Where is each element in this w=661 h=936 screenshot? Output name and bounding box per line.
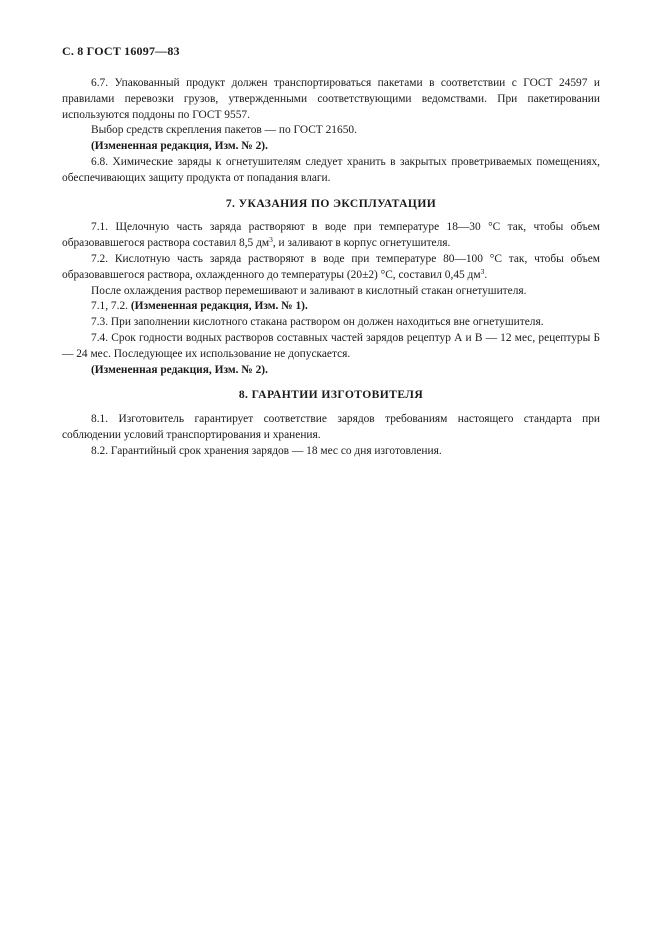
paragraph-8-1: 8.1. Изготовитель гарантирует соответствие зарядов требованиям настоящего стандарта при соблюдении условий транспортирования и хранения. <box>62 413 600 441</box>
section-7-title: 7. УКАЗАНИЯ ПО ЭКСПЛУАТАЦИИ <box>225 196 437 210</box>
paragraph-7-2-cooling: После охлаждения раствор перемешивают и заливают в кислотный стакан огнетушителя. <box>91 284 527 297</box>
page-header: С. 8 ГОСТ 16097—83 <box>62 44 180 58</box>
paragraph-7-1 <box>62 220 600 252</box>
revision-note-7-1-7-2-number: 7.1, 7.2. <box>91 300 131 313</box>
paragraph-7-1-text-b: , и заливают в корпус огнетушителя. <box>272 237 451 250</box>
paragraph-6-7-fastening: Выбор средств скрепления пакетов — по ГОСТ 21650. <box>91 124 357 137</box>
revision-note-7-4: (Измененная редакция, Изм. № 2). <box>91 363 268 376</box>
paragraph-7-3: 7.3. При заполнении кислотного стакана раствором он должен находиться вне огнетушителя. <box>91 316 544 329</box>
section-8-title: 8. ГАРАНТИИ ИЗГОТОВИТЕЛЯ <box>238 388 424 402</box>
revision-note-7-1-7-2-text: (Измененная редакция, Изм. № 1). <box>130 300 308 313</box>
paragraph-7-4: 7.4. Срок годности водных растворов составных частей зарядов рецептур А и В — 12 мес, рецептуры Б — 24 мес. Последующее их использование не допускается. <box>62 331 600 360</box>
paragraph-6-8: 6.8. Химические заряды к огнетушителям следует хранить в закрытых проветриваемых помещениях, обеспечивающих защиту продукта от попадания влаги. <box>62 155 600 184</box>
paragraph-6-7: 6.7. Упакованный продукт должен транспортироваться пакетами в соответствии с ГОСТ 24597 и правилами перевозки грузов, утвержденными соответствующими ведомствами. При пакетировании используются поддоны по ГОСТ 9557. <box>62 77 600 121</box>
paragraph-8-2: 8.2. Гарантийный срок хранения зарядов — 18 мес со дня изготовления. <box>91 444 442 457</box>
paragraph-7-2-text-a: 7.2. Кислотную часть заряда растворяют в воде при температуре 80—100 °С так, чтобы объем образовавшегося раствора, охлажденного до температуры (20±2) °С, составил 0,45 дм <box>62 252 600 281</box>
paragraph-7-1-superscript: 3 <box>269 235 273 245</box>
revision-note-7-1-7-2 <box>62 299 600 315</box>
paragraph-7-2 <box>62 252 600 284</box>
paragraph-7-2-text-b: . <box>484 268 488 281</box>
revision-note-6-7: (Измененная редакция, Изм. № 2). <box>91 140 268 153</box>
paragraph-7-1-text-a: 7.1. Щелочную часть заряда растворяют в воде при температуре 18—30 °С так, чтобы объем образовавшегося раствора составил 8,5 дм <box>62 221 600 250</box>
paragraph-7-2-superscript: 3 <box>480 266 485 276</box>
document-body <box>62 76 600 460</box>
